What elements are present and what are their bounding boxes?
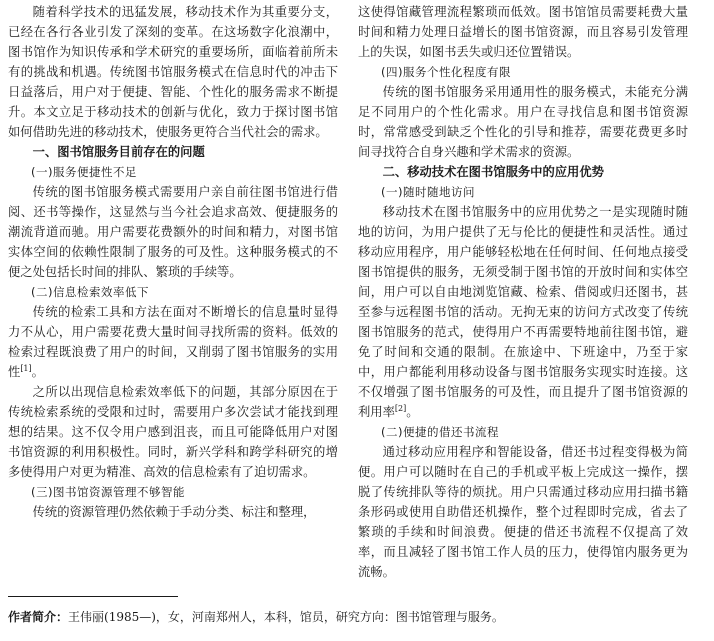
subsection-1-2-heading: (二)信息检索效率低下 — [31, 285, 149, 299]
subsection-1-1-heading: (一)服务便捷性不足 — [31, 165, 137, 179]
subsection-1-4-heading: (四)服务个性化程度有限 — [381, 65, 511, 79]
subsection-2-2-heading: (二)便捷的借还书流程 — [381, 425, 499, 439]
left-column — [8, 2, 338, 522]
footnote-text: 王伟丽(1985—)，女，河南郑州人，本科，馆员，研究方向：图书馆管理与服务。 — [68, 610, 504, 624]
subsection-1-2-paragraph-1 — [8, 302, 338, 382]
subsection-1-3-paragraph: 传统的资源管理仍然依赖于手动分类、标注和整理， — [32, 505, 316, 519]
author-footnote — [8, 608, 504, 626]
section-2-heading: 二、移动技术在图书馆服务中的应用优势 — [382, 165, 604, 179]
footnote-divider — [8, 596, 178, 597]
subsection-1-3-heading: (三)图书馆资源管理不够智能 — [31, 485, 185, 499]
paragraph-end: 。 — [406, 405, 419, 419]
paragraph-end: 。 — [31, 365, 44, 379]
intro-paragraph: 随着科学技术的迅猛发展，移动技术作为其重要分支，已经在各行各业引发了深刻的变革。在这场数字化浪潮中，图书馆作为知识传承和学术研究的重要场所，面临着前所未有的挑战和机遇。传统图书馆服务模式在信息时代的冲击下日益落后，用户对于便捷、智能、个性化的服务需求不断提升。本文立足于移动技术的创新与优化，致力于探讨图书馆如何借助先进的移动技术，使服务更符合当代社会的需求。 — [8, 5, 338, 139]
footnote-label: 作者简介： — [8, 610, 69, 624]
subsection-2-1-heading: (一)随时随地访问 — [381, 185, 475, 199]
subsection-2-1-paragraph — [358, 202, 688, 422]
paragraph-text: 移动技术在图书馆服务中的应用优势之一是实现随时随地的访问，为用户提供了无与伦比的便捷性和灵活性。通过移动应用程序，用户能够轻松地在任何时间、任何地点接受图书馆提供的服务，无须受制于图书馆的开放时间和实体空间，用户可以自由地浏览馆藏、检索、借阅或归还图书，甚至参与远程图书馆的活动。无拘无束的访问方式改变了传统图书馆服务的范式，使得用户不再需要特地前往图书馆，避免了时间和交通的限制。在旅途中、下班途中，乃至于家中，用户都能利用移动设备与图书馆服务实现实时连接。这不仅增强了图书馆服务的可及性，而且提升了图书馆资源的利用率 — [358, 205, 688, 419]
paragraph-text: 传统的检索工具和方法在面对不断增长的信息量时显得力不从心，用户需要花费大量时间寻找所需的资料。低效的检索过程既浪费了用户的时间，又削弱了图书馆服务的实用性 — [8, 305, 338, 379]
citation-ref-1: [1] — [20, 363, 32, 373]
subsection-1-4-paragraph: 传统的图书馆服务采用通用性的服务模式，未能充分满足不同用户的个性化需求。用户在寻找信息和图书馆资源时，常常感受到缺乏个性化的引导和推荐，需要花费更多时间寻找符合自身兴趣和学术需求的资源。 — [358, 85, 688, 159]
subsection-1-2-paragraph-2: 之所以出现信息检索效率低下的问题，其部分原因在于传统检索系统的受限和过时，需要用户多次尝试才能找到理想的结果。这不仅令用户感到沮丧，而且可能降低用户对图书馆资源的利用积极性。同时，新兴学科和跨学科研究的增多使得用户对更为精准、高效的信息检索有了迫切需求。 — [8, 385, 338, 479]
citation-ref-2: [2] — [394, 403, 407, 413]
right-column — [358, 2, 688, 582]
section-1-heading: 一、图书馆服务目前存在的问题 — [32, 145, 205, 159]
subsection-2-2-paragraph: 通过移动应用程序和智能设备，借还书过程变得极为简便。用户可以随时在自己的手机或平板上完成这一操作，摆脱了传统排队等待的烦扰。用户只需通过移动应用扫描书籍条形码或使用自助借还机操作，整个过程即时完成，省去了繁琐的手续和时间浪费。便捷的借还书流程不仅提高了效率，而且减轻了图书馆工作人员的压力，使得馆内服务更为流畅。 — [358, 445, 688, 579]
subsection-1-3-continuation: 这使得馆藏管理流程繁琐而低效。图书馆馆员需要耗费大量时间和精力处理日益增长的图书馆资源，而且容易引发管理上的失误，如图书丢失或归还位置错误。 — [358, 5, 688, 59]
subsection-1-1-paragraph: 传统的图书馆服务模式需要用户亲自前往图书馆进行借阅、还书等操作，这显然与当今社会追求高效、便捷服务的潮流背道而驰。用户需要花费额外的时间和精力，对图书馆实体空间的依赖性限制了服务的可及性。这种服务模式的不便之处包括长时间的排队、繁琐的手续等。 — [8, 185, 338, 279]
